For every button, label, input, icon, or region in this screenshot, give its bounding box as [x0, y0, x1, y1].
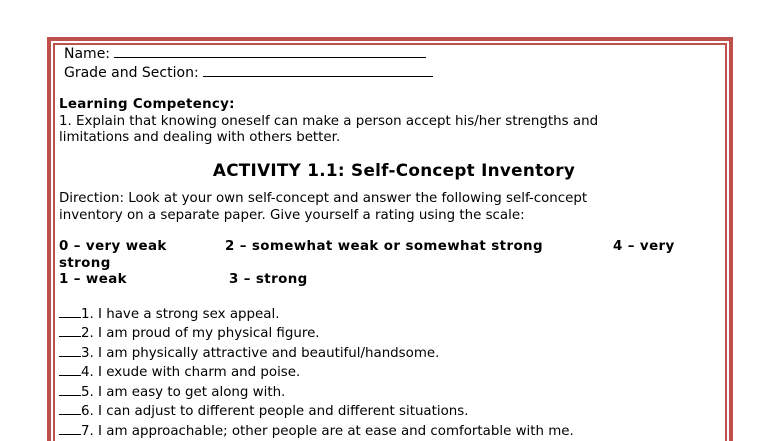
answer-blank — [59, 343, 81, 357]
grade-section-blank-line — [203, 63, 433, 77]
scale-row-1 — [59, 239, 709, 256]
list-item: 1. I have a strong sex appeal. — [59, 304, 709, 324]
list-item: 6. I can adjust to different people and different situations. — [59, 401, 709, 421]
name-field — [64, 44, 709, 63]
list-item: 4. I exude with charm and poise. — [59, 362, 709, 382]
direction-line-2: inventory on a separate paper. Give yourself a rating using the scale: — [59, 207, 525, 223]
answer-blank — [59, 362, 81, 376]
scale-row-3 — [59, 272, 709, 289]
answer-blank — [59, 421, 81, 435]
competency-title: Learning Competency: — [59, 97, 235, 112]
scale-row-2 — [59, 256, 709, 273]
grade-section-label: Grade and Section: — [64, 65, 199, 81]
answer-blank — [59, 382, 81, 396]
scale-2: 2 – somewhat weak or somewhat strong — [225, 239, 543, 254]
competency-text-line-1: 1. Explain that knowing oneself can make a person accept his/her strengths and — [59, 113, 599, 129]
grade-section-field — [64, 63, 709, 82]
worksheet-content — [59, 44, 709, 440]
list-item: 3. I am physically attractive and beautiful/handsome. — [59, 343, 709, 363]
scale-0: 0 – very weak — [59, 239, 167, 254]
name-label: Name: — [64, 46, 111, 62]
answer-blank — [59, 401, 81, 415]
name-blank-line — [114, 44, 426, 58]
list-item: 7. I am approachable; other people are at ease and comfortable with me. — [59, 421, 709, 441]
list-item: 5. I am easy to get along with. — [59, 382, 709, 402]
direction-line-1: Direction: Look at your own self-concept and answer the following self-concept — [59, 191, 588, 206]
scale-3: 3 – strong — [229, 272, 308, 287]
scale-4-continued: strong — [59, 255, 111, 271]
scale-4: 4 – very — [613, 239, 675, 254]
answer-blank — [59, 304, 81, 318]
answer-blank — [59, 323, 81, 337]
list-item: 2. I am proud of my physical figure. — [59, 323, 709, 343]
scale-1: 1 – weak — [59, 272, 127, 287]
inventory-list — [59, 304, 709, 441]
competency-text-line-2: limitations and dealing with others better. — [59, 130, 341, 145]
activity-title: ACTIVITY 1.1: Self-Concept Inventory — [212, 159, 576, 180]
